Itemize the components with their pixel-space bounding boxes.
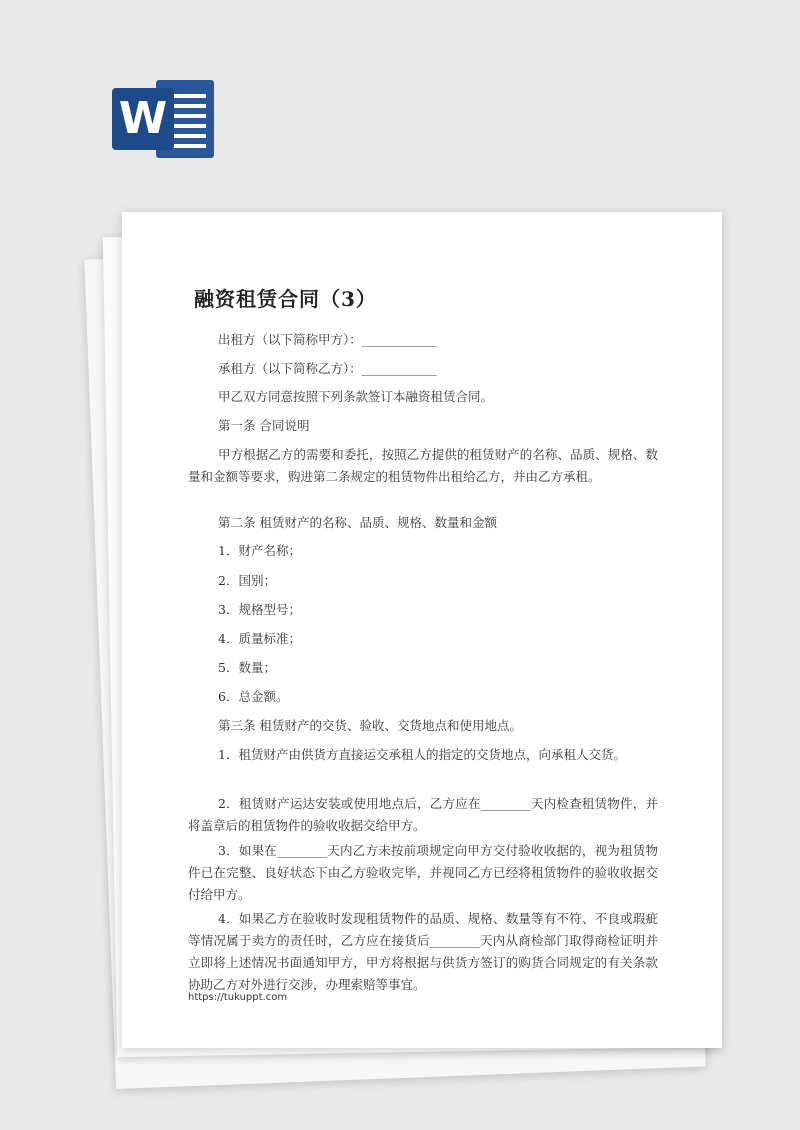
word-letter-badge: W	[112, 88, 174, 150]
article3-paragraph-1: 1．租赁财产由供货方直接运交承租人的指定的交货地点，向承租人交货。	[218, 747, 626, 762]
article3-paragraph-4: 4．如果乙方在验收时发现租赁物件的品质、规格、数量等有不符、不良或瑕疵等情况属于卖方的责任时，乙方应在接货后________天内从商检部门取得商检证明并立即将上述情况书面通知甲方，甲方将根据与供货方签订的购货合同规定的有关条款协助乙方对外进行交涉，办理索赔等事宜。	[188, 911, 658, 992]
article2-heading: 第二条 租赁财产的名称、品质、规格、数量和金额	[218, 515, 497, 530]
article2-item: 2．国别；	[218, 573, 276, 588]
footer-url: https://tukuppt.com	[188, 992, 288, 1003]
word-logo-icon	[112, 80, 216, 158]
article2-item: 6．总金额。	[218, 689, 289, 704]
article3-heading: 第三条 租赁财产的交货、验收、交货地点和使用地点。	[218, 718, 522, 733]
article2-item: 4．质量标准；	[218, 631, 301, 646]
document-title: 融资租赁合同（3）	[194, 287, 377, 311]
article1-heading: 第一条 合同说明	[218, 418, 310, 433]
article3-paragraph-2: 2．租赁财产运达安装或使用地点后，乙方应在________天内检查租赁物件，并将盖章后的租赁物件的验收收据交给甲方。	[188, 796, 658, 833]
intro-line: 甲乙双方同意按照下列条款签订本融资租赁合同。	[218, 389, 494, 404]
article1-text: 甲方根据乙方的需要和委托，按照乙方提供的租赁财产的名称、品质、规格、数量和金额等要求，购进第二条规定的租赁物件出租给乙方，并由乙方承租。	[188, 447, 658, 484]
article2-item: 5．数量；	[218, 660, 276, 675]
article2-item: 3．规格型号；	[218, 602, 301, 617]
lessor-line: 出租方（以下简称甲方）：____________	[218, 332, 437, 347]
lessee-line: 承租方（以下简称乙方）：____________	[218, 361, 437, 376]
article2-item: 1．财产名称；	[218, 543, 301, 558]
article3-paragraph-3: 3．如果在________天内乙方未按前项规定向甲方交付验收收据的，视为租赁物件已在完整、良好状态下由乙方验收完毕，并视同乙方已经将租赁物件的验收收据交付给甲方。	[188, 843, 658, 902]
